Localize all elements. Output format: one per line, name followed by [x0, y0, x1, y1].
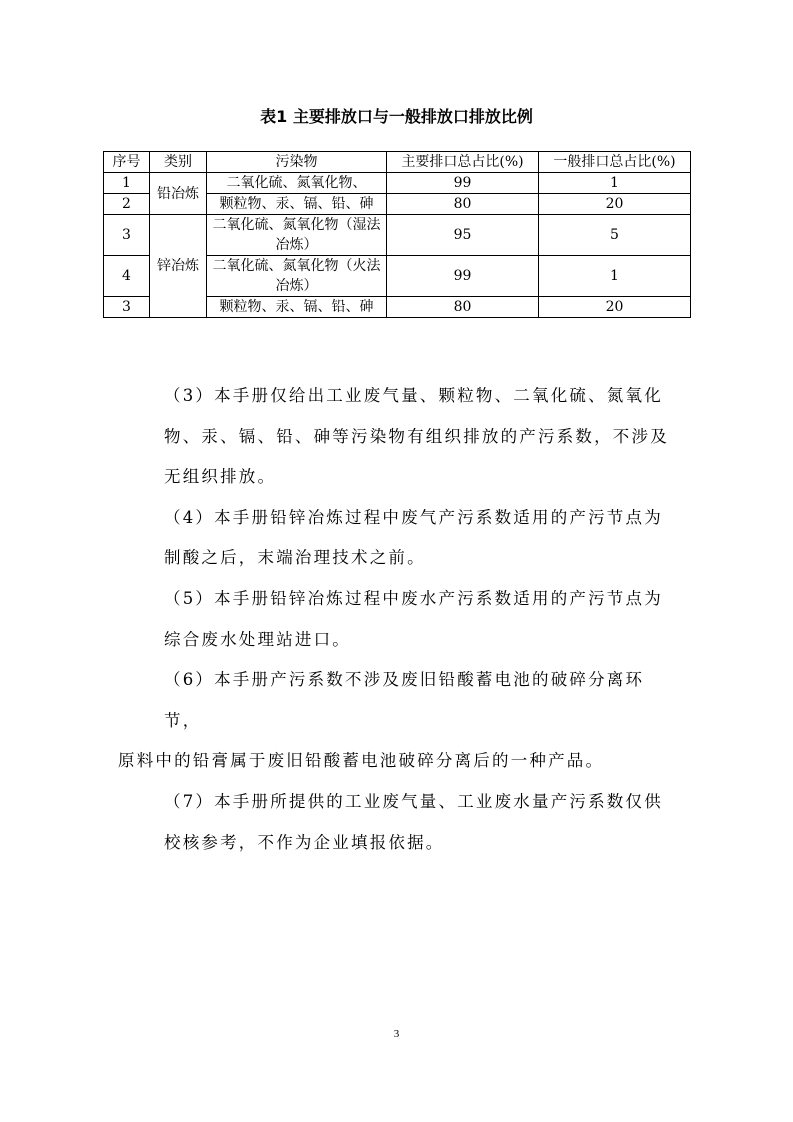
- paragraph-6-line-2: 原料中的铅膏属于废旧铅酸蓄电池破碎分离后的一种产品。: [118, 751, 605, 771]
- table-header-row: [104, 152, 691, 173]
- paragraph-5: （5）本手册铅锌冶炼过程中废水产污系数适用的产污节点为综合废水处理站进口。: [164, 588, 663, 649]
- cell-no: 1: [104, 173, 150, 194]
- cell-no: 3: [104, 215, 150, 256]
- cell-main-ratio: 80: [387, 194, 539, 215]
- cell-main-ratio: 95: [387, 215, 539, 256]
- cell-no: 2: [104, 194, 150, 215]
- header-no: 序号: [104, 152, 150, 173]
- cell-general-ratio: 5: [539, 215, 691, 256]
- paragraph-4: （4）本手册铅锌冶炼过程中废气产污系数适用的产污节点为制酸之后，末端治理技术之前。: [164, 507, 663, 568]
- cell-category-lead: 铅冶炼: [150, 173, 207, 215]
- cell-pollutant: 二氧化硫、氮氧化物（火法冶炼）: [207, 256, 387, 297]
- cell-pollutant: 颗粒物、汞、镉、铅、砷: [207, 297, 387, 318]
- cell-pollutant: 二氧化硫、氮氧化物（湿法冶炼）: [207, 215, 387, 256]
- header-pollutant: 污染物: [207, 152, 387, 173]
- cell-general-ratio: 1: [539, 173, 691, 194]
- table-title: 表1 主要排放口与一般排放口排放比例: [260, 107, 533, 126]
- table-row: [104, 173, 691, 194]
- cell-main-ratio: 99: [387, 173, 539, 194]
- header-general-ratio: 一般排口总占比(%): [539, 152, 691, 173]
- page-number: 3: [393, 1028, 400, 1040]
- cell-general-ratio: 20: [539, 297, 691, 318]
- cell-general-ratio: 20: [539, 194, 691, 215]
- cell-no: 4: [104, 256, 150, 297]
- paragraph-7: （7）本手册所提供的工业废气量、工业废水量产污系数仅供校核参考，不作为企业填报依据。: [164, 791, 663, 852]
- cell-pollutant: 颗粒物、汞、镉、铅、砷: [207, 194, 387, 215]
- paragraph-3: （3）本手册仅给出工业废气量、颗粒物、二氧化硫、氮氧化物、汞、镉、铅、砷等污染物有组织排放的产污系数，不涉及无组织排放。: [164, 386, 669, 487]
- table-row: [104, 215, 691, 256]
- cell-main-ratio: 99: [387, 256, 539, 297]
- header-main-ratio: 主要排口总占比(%): [387, 152, 539, 173]
- header-category: 类别: [150, 152, 207, 173]
- body-text: [118, 376, 678, 863]
- cell-pollutant: 二氧化硫、氮氧化物、: [207, 173, 387, 194]
- cell-no: 3: [104, 297, 150, 318]
- cell-main-ratio: 80: [387, 297, 539, 318]
- cell-general-ratio: 1: [539, 256, 691, 297]
- paragraph-6-line-1: （6）本手册产污系数不涉及废旧铅酸蓄电池的破碎分离环节，: [164, 670, 645, 730]
- emission-ratio-table: [103, 151, 691, 318]
- cell-category-zinc: 锌冶炼: [150, 215, 207, 318]
